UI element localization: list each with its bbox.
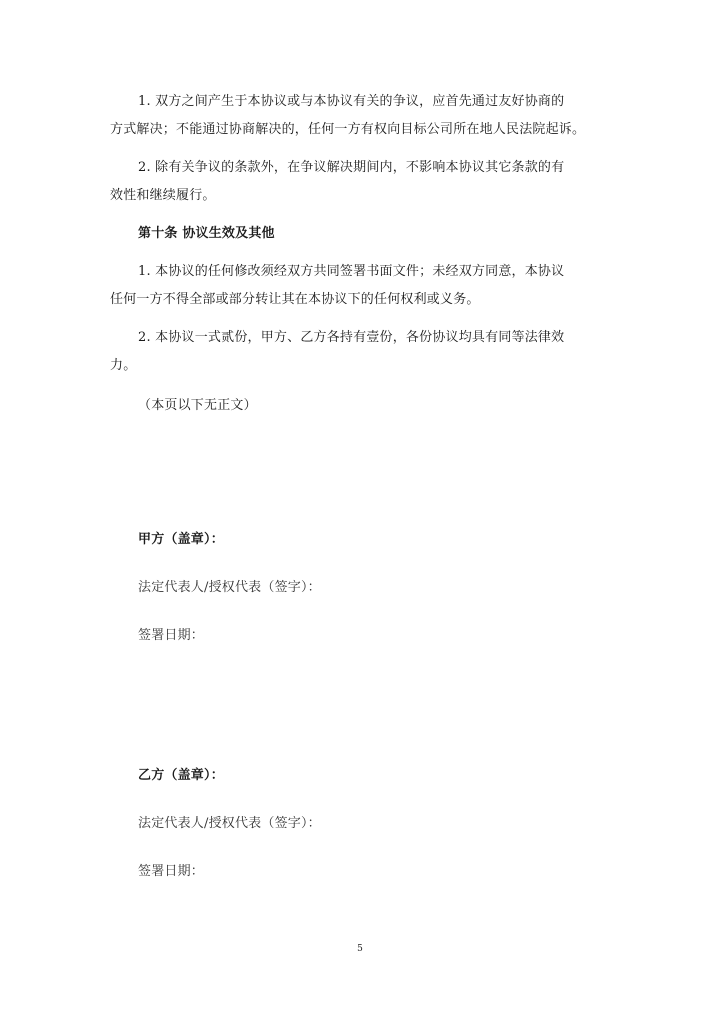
page-number: 5 [357,944,363,954]
article-10-clause-1-line-1: 1. 本协议的任何修改须经双方共同签署书面文件；未经双方同意，本协议 [138,264,565,279]
clause-1-line-1: 1. 双方之间产生于本协议或与本协议有关的争议，应首先通过友好协商的 [138,94,565,109]
party-a-representative: 法定代表人/授权代表（签字）： [138,580,321,595]
party-b-date: 签署日期： [138,864,205,879]
party-a-date: 签署日期： [138,628,205,643]
clause-1-line-2: 方式解决；不能通过协商解决的，任何一方有权向目标公司所在地人民法院起诉。 [110,122,586,137]
clause-2-line-1: 2. 除有关争议的条款外，在争议解决期间内，不影响本协议其它条款的有 [138,160,565,175]
party-b-representative: 法定代表人/授权代表（签字）： [138,816,321,831]
party-a-title: 甲方（盖章）： [138,532,224,547]
party-b-title: 乙方（盖章）： [138,768,224,783]
clause-2-line-2: 效性和继续履行。 [110,188,216,203]
article-10-heading: 第十条 协议生效及其他 [138,226,275,241]
no-text-note: （本页以下无正文） [138,398,257,413]
article-10-clause-2-line-1: 2. 本协议一式贰份，甲方、乙方各持有壹份，各份协议均具有同等法律效 [138,330,565,345]
article-10-clause-1-line-2: 任何一方不得全部或部分转让其在本协议下的任何权利或义务。 [110,292,480,307]
article-10-clause-2-line-2: 力。 [110,358,137,373]
